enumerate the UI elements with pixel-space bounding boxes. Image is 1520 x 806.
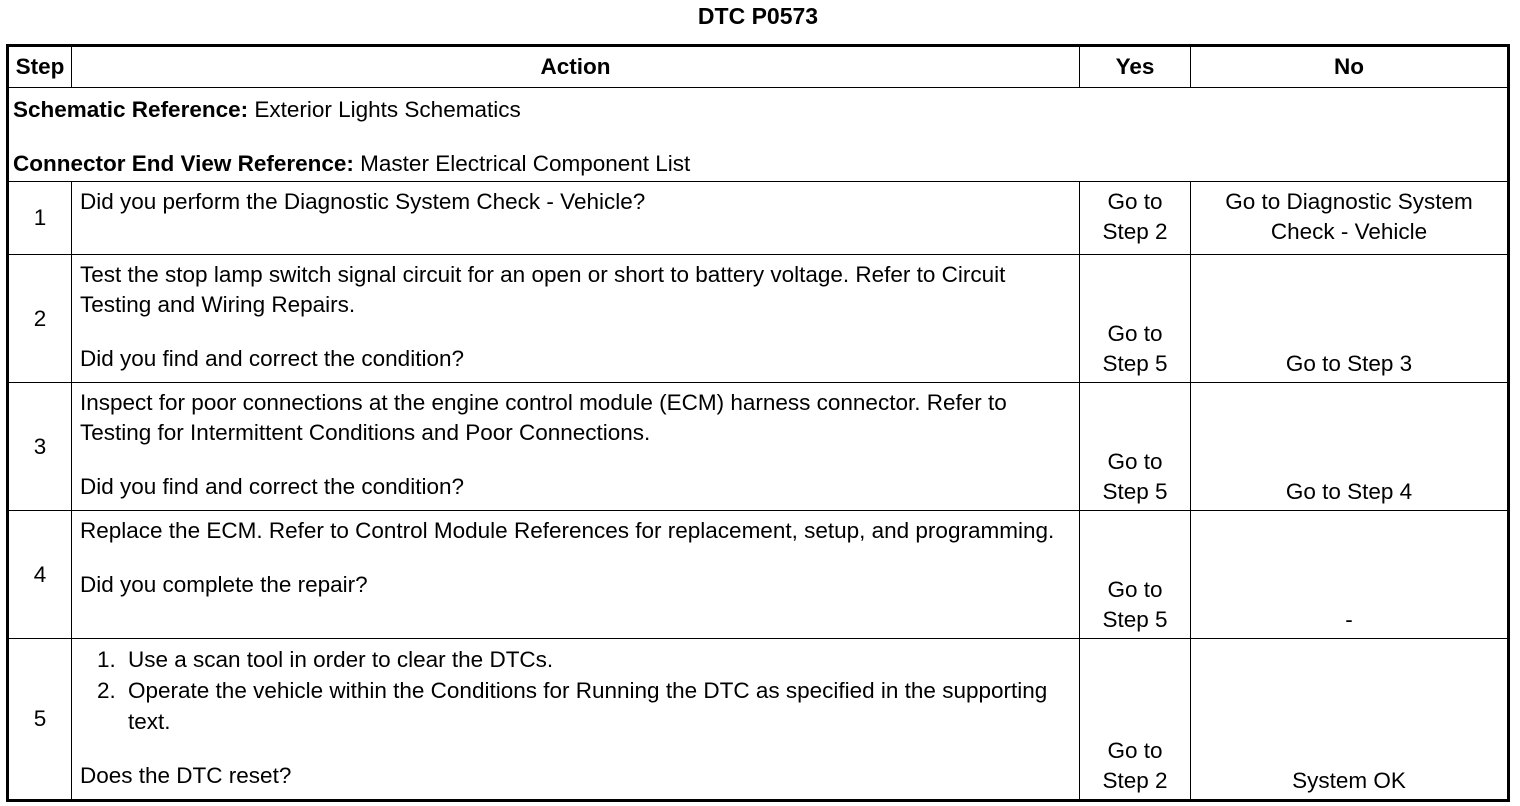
header-step: Step bbox=[8, 46, 72, 88]
connector-reference bbox=[13, 150, 1503, 178]
no-cell: System OK bbox=[1191, 639, 1509, 801]
action-cell bbox=[72, 511, 1080, 639]
yes-cell[interactable]: Go to Step 5 bbox=[1080, 511, 1191, 639]
procedure-list bbox=[80, 644, 1071, 737]
action-question: Did you find and correct the condition? bbox=[80, 474, 464, 499]
table-row bbox=[8, 639, 1509, 801]
no-cell: - bbox=[1191, 511, 1509, 639]
table-row bbox=[8, 511, 1509, 639]
diagnostic-table bbox=[6, 44, 1510, 802]
header-row bbox=[8, 46, 1509, 88]
action-cell bbox=[72, 639, 1080, 801]
action-cell bbox=[72, 182, 1080, 255]
no-cell[interactable]: Go to Diagnostic System Check - Vehicle bbox=[1191, 182, 1509, 255]
page-title: DTC P0573 bbox=[697, 3, 819, 29]
schematic-reference-label: Schematic Reference: bbox=[13, 97, 249, 122]
reference-cell bbox=[8, 88, 1509, 182]
no-cell[interactable]: Go to Step 3 bbox=[1191, 255, 1509, 383]
yes-cell[interactable]: Go to Step 2 bbox=[1080, 182, 1191, 255]
header-no: No bbox=[1191, 46, 1509, 88]
yes-cell[interactable]: Go to Step 5 bbox=[1080, 383, 1191, 511]
action-cell bbox=[72, 383, 1080, 511]
list-item: 2. Operate the vehicle within the Conditions for Running the DTC as specified in the supporting text. bbox=[122, 675, 1071, 737]
connector-reference-label: Connector End View Reference: bbox=[13, 151, 354, 176]
yes-cell[interactable]: Go to Step 2 bbox=[1080, 639, 1191, 801]
reference-row bbox=[8, 88, 1509, 182]
action-cell bbox=[72, 255, 1080, 383]
step-number: 4 bbox=[8, 511, 72, 639]
step-number: 5 bbox=[8, 639, 72, 801]
list-item: 1. Use a scan tool in order to clear the DTCs. bbox=[122, 644, 1071, 675]
step-number: 2 bbox=[8, 255, 72, 383]
table-row bbox=[8, 255, 1509, 383]
step-number: 3 bbox=[8, 383, 72, 511]
connector-reference-link[interactable]: Master Electrical Component List bbox=[353, 151, 691, 176]
action-text: Replace the ECM. Refer to Control Module References for replacement, setup, and programming. bbox=[80, 518, 1055, 543]
yes-cell[interactable]: Go to Step 5 bbox=[1080, 255, 1191, 383]
schematic-reference-link[interactable]: Exterior Lights Schematics bbox=[248, 97, 521, 122]
header-action: Action bbox=[72, 46, 1080, 88]
schematic-reference bbox=[13, 96, 1503, 124]
action-question: Does the DTC reset? bbox=[80, 763, 292, 788]
action-question: Did you complete the repair? bbox=[80, 572, 368, 597]
no-cell[interactable]: Go to Step 4 bbox=[1191, 383, 1509, 511]
action-text: Inspect for poor connections at the engine control module (ECM) harness connector. Refer to Testing for Intermittent Conditions and Poor Connections. bbox=[80, 390, 1007, 445]
action-text: Did you perform the Diagnostic System Check - Vehicle? bbox=[80, 189, 646, 214]
table-row bbox=[8, 383, 1509, 511]
step-number: 1 bbox=[8, 182, 72, 255]
action-text: Test the stop lamp switch signal circuit for an open or short to battery voltage. Refer to Circuit Testing and Wiring Repairs. bbox=[80, 262, 1006, 317]
action-question: Did you find and correct the condition? bbox=[80, 346, 464, 371]
table-row bbox=[8, 182, 1509, 255]
header-yes: Yes bbox=[1080, 46, 1191, 88]
